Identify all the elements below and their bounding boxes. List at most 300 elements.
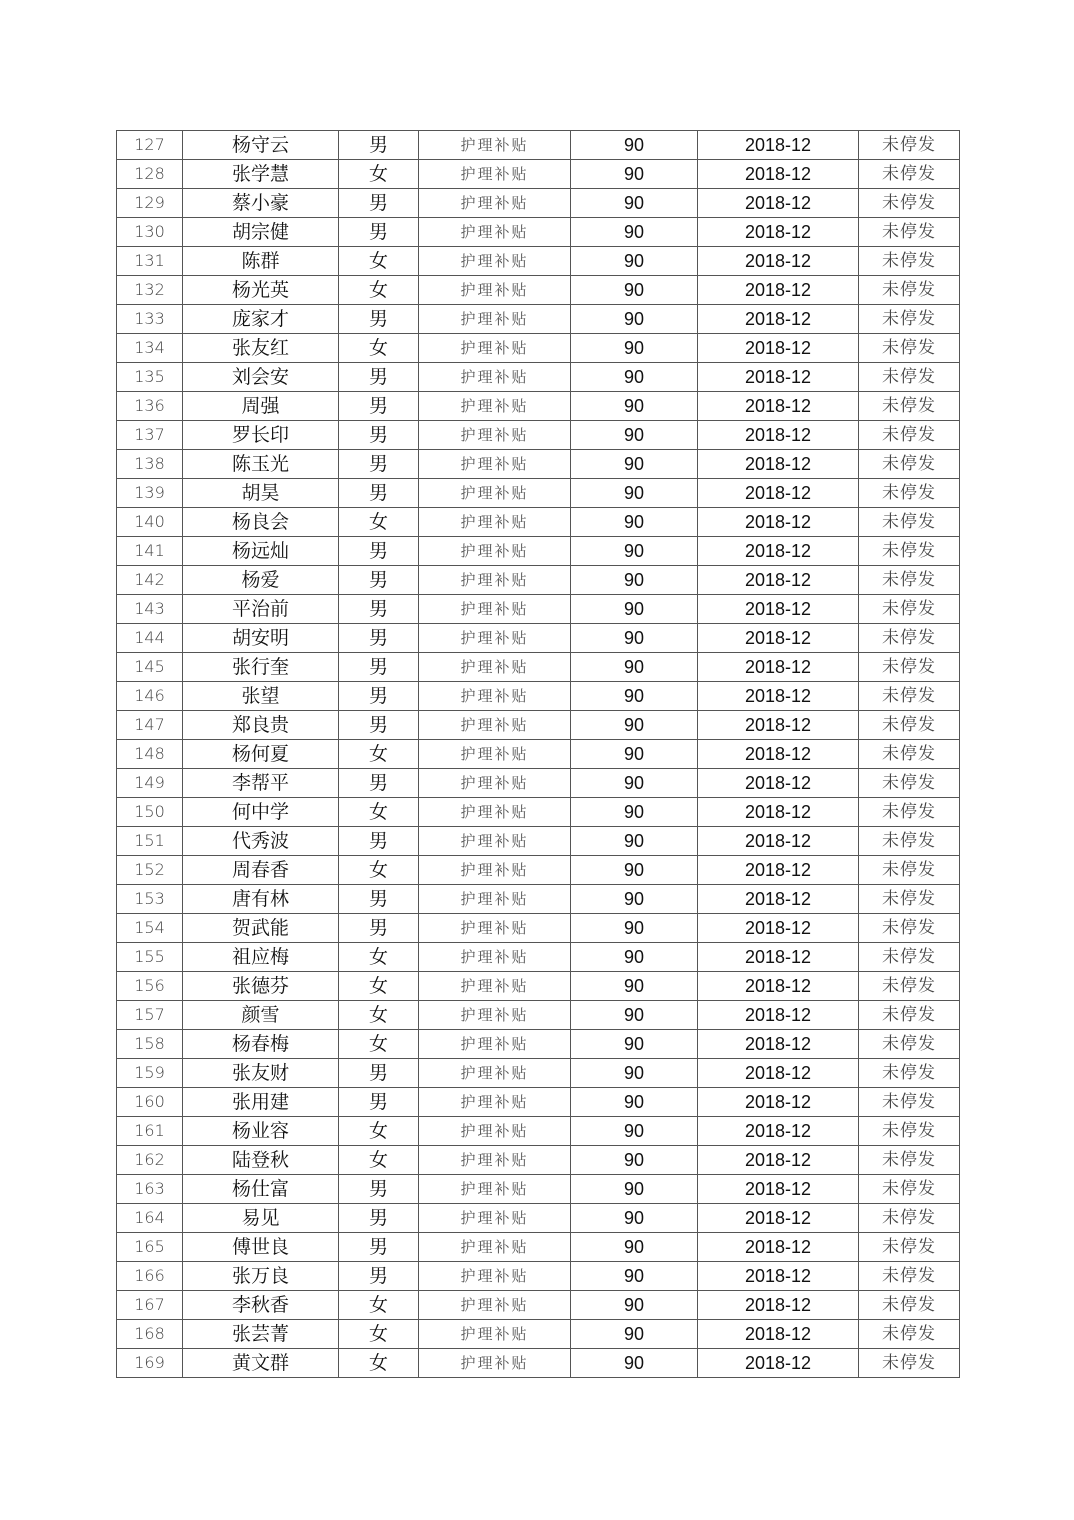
cell-name: 郑良贵 xyxy=(183,711,339,740)
cell-status: 未停发 xyxy=(859,1030,960,1059)
cell-amount: 90 xyxy=(571,131,698,160)
cell-amount: 90 xyxy=(571,1059,698,1088)
table-row xyxy=(117,218,960,247)
table-row xyxy=(117,305,960,334)
cell-number: 154 xyxy=(117,914,183,943)
cell-number: 140 xyxy=(117,508,183,537)
cell-name: 周强 xyxy=(183,392,339,421)
table-row xyxy=(117,1204,960,1233)
cell-status: 未停发 xyxy=(859,189,960,218)
cell-date: 2018-12 xyxy=(698,218,859,247)
cell-name: 蔡小豪 xyxy=(183,189,339,218)
cell-subsidy-type: 护理补贴 xyxy=(419,1088,571,1117)
table-row xyxy=(117,1001,960,1030)
cell-amount: 90 xyxy=(571,1204,698,1233)
cell-subsidy-type: 护理补贴 xyxy=(419,1146,571,1175)
cell-date: 2018-12 xyxy=(698,247,859,276)
cell-status: 未停发 xyxy=(859,595,960,624)
cell-status: 未停发 xyxy=(859,972,960,1001)
cell-status: 未停发 xyxy=(859,392,960,421)
cell-date: 2018-12 xyxy=(698,1117,859,1146)
cell-number: 152 xyxy=(117,856,183,885)
cell-gender: 女 xyxy=(339,508,419,537)
cell-subsidy-type: 护理补贴 xyxy=(419,334,571,363)
cell-date: 2018-12 xyxy=(698,1349,859,1378)
cell-date: 2018-12 xyxy=(698,1001,859,1030)
cell-amount: 90 xyxy=(571,1030,698,1059)
cell-status: 未停发 xyxy=(859,856,960,885)
cell-gender: 女 xyxy=(339,972,419,1001)
cell-status: 未停发 xyxy=(859,653,960,682)
table-row xyxy=(117,1088,960,1117)
cell-number: 169 xyxy=(117,1349,183,1378)
cell-date: 2018-12 xyxy=(698,595,859,624)
cell-name: 杨何夏 xyxy=(183,740,339,769)
cell-status: 未停发 xyxy=(859,247,960,276)
cell-name: 张德芬 xyxy=(183,972,339,1001)
cell-gender: 男 xyxy=(339,769,419,798)
cell-number: 132 xyxy=(117,276,183,305)
cell-gender: 男 xyxy=(339,827,419,856)
cell-status: 未停发 xyxy=(859,1204,960,1233)
cell-number: 151 xyxy=(117,827,183,856)
cell-amount: 90 xyxy=(571,1146,698,1175)
table-row xyxy=(117,1175,960,1204)
cell-date: 2018-12 xyxy=(698,131,859,160)
cell-number: 158 xyxy=(117,1030,183,1059)
cell-gender: 女 xyxy=(339,1291,419,1320)
cell-number: 160 xyxy=(117,1088,183,1117)
cell-subsidy-type: 护理补贴 xyxy=(419,1001,571,1030)
cell-gender: 女 xyxy=(339,1117,419,1146)
table-row xyxy=(117,885,960,914)
cell-name: 陈群 xyxy=(183,247,339,276)
cell-subsidy-type: 护理补贴 xyxy=(419,711,571,740)
cell-status: 未停发 xyxy=(859,508,960,537)
cell-status: 未停发 xyxy=(859,1059,960,1088)
cell-gender: 女 xyxy=(339,943,419,972)
cell-name: 胡宗健 xyxy=(183,218,339,247)
cell-gender: 男 xyxy=(339,1175,419,1204)
cell-name: 代秀波 xyxy=(183,827,339,856)
cell-status: 未停发 xyxy=(859,711,960,740)
cell-date: 2018-12 xyxy=(698,305,859,334)
cell-name: 平治前 xyxy=(183,595,339,624)
cell-date: 2018-12 xyxy=(698,943,859,972)
cell-name: 杨仕富 xyxy=(183,1175,339,1204)
cell-gender: 男 xyxy=(339,131,419,160)
cell-subsidy-type: 护理补贴 xyxy=(419,218,571,247)
cell-number: 139 xyxy=(117,479,183,508)
table-row xyxy=(117,1146,960,1175)
cell-number: 165 xyxy=(117,1233,183,1262)
cell-number: 136 xyxy=(117,392,183,421)
cell-gender: 男 xyxy=(339,885,419,914)
cell-amount: 90 xyxy=(571,624,698,653)
cell-gender: 男 xyxy=(339,189,419,218)
cell-date: 2018-12 xyxy=(698,450,859,479)
cell-name: 黄文群 xyxy=(183,1349,339,1378)
cell-name: 杨良会 xyxy=(183,508,339,537)
cell-amount: 90 xyxy=(571,885,698,914)
cell-status: 未停发 xyxy=(859,943,960,972)
cell-number: 168 xyxy=(117,1320,183,1349)
cell-gender: 男 xyxy=(339,1233,419,1262)
cell-gender: 男 xyxy=(339,595,419,624)
cell-subsidy-type: 护理补贴 xyxy=(419,1262,571,1291)
cell-amount: 90 xyxy=(571,363,698,392)
cell-date: 2018-12 xyxy=(698,334,859,363)
table-row xyxy=(117,1349,960,1378)
cell-date: 2018-12 xyxy=(698,1262,859,1291)
cell-subsidy-type: 护理补贴 xyxy=(419,624,571,653)
cell-status: 未停发 xyxy=(859,740,960,769)
cell-gender: 女 xyxy=(339,334,419,363)
cell-date: 2018-12 xyxy=(698,479,859,508)
cell-amount: 90 xyxy=(571,1001,698,1030)
cell-name: 张望 xyxy=(183,682,339,711)
cell-date: 2018-12 xyxy=(698,508,859,537)
cell-amount: 90 xyxy=(571,450,698,479)
cell-number: 138 xyxy=(117,450,183,479)
table-row xyxy=(117,682,960,711)
table-row xyxy=(117,827,960,856)
cell-date: 2018-12 xyxy=(698,1291,859,1320)
cell-amount: 90 xyxy=(571,1262,698,1291)
cell-amount: 90 xyxy=(571,160,698,189)
table-row xyxy=(117,334,960,363)
cell-amount: 90 xyxy=(571,1117,698,1146)
cell-status: 未停发 xyxy=(859,363,960,392)
cell-name: 张芸菁 xyxy=(183,1320,339,1349)
cell-status: 未停发 xyxy=(859,1088,960,1117)
cell-date: 2018-12 xyxy=(698,1175,859,1204)
cell-gender: 男 xyxy=(339,1059,419,1088)
cell-number: 150 xyxy=(117,798,183,827)
cell-number: 131 xyxy=(117,247,183,276)
cell-name: 傅世良 xyxy=(183,1233,339,1262)
cell-status: 未停发 xyxy=(859,1175,960,1204)
cell-date: 2018-12 xyxy=(698,276,859,305)
table-row xyxy=(117,392,960,421)
cell-gender: 男 xyxy=(339,624,419,653)
cell-date: 2018-12 xyxy=(698,1233,859,1262)
cell-subsidy-type: 护理补贴 xyxy=(419,943,571,972)
cell-name: 贺武能 xyxy=(183,914,339,943)
table-row xyxy=(117,624,960,653)
cell-number: 149 xyxy=(117,769,183,798)
cell-number: 146 xyxy=(117,682,183,711)
cell-status: 未停发 xyxy=(859,682,960,711)
cell-number: 128 xyxy=(117,160,183,189)
cell-gender: 男 xyxy=(339,537,419,566)
cell-subsidy-type: 护理补贴 xyxy=(419,856,571,885)
cell-status: 未停发 xyxy=(859,131,960,160)
cell-status: 未停发 xyxy=(859,798,960,827)
cell-subsidy-type: 护理补贴 xyxy=(419,1117,571,1146)
cell-amount: 90 xyxy=(571,566,698,595)
cell-amount: 90 xyxy=(571,189,698,218)
cell-number: 134 xyxy=(117,334,183,363)
cell-date: 2018-12 xyxy=(698,392,859,421)
cell-amount: 90 xyxy=(571,421,698,450)
cell-name: 杨春梅 xyxy=(183,1030,339,1059)
cell-number: 133 xyxy=(117,305,183,334)
table-row xyxy=(117,798,960,827)
table-row xyxy=(117,479,960,508)
cell-amount: 90 xyxy=(571,334,698,363)
cell-number: 144 xyxy=(117,624,183,653)
table-row xyxy=(117,421,960,450)
cell-number: 166 xyxy=(117,1262,183,1291)
cell-number: 167 xyxy=(117,1291,183,1320)
cell-name: 刘会安 xyxy=(183,363,339,392)
cell-name: 陈玉光 xyxy=(183,450,339,479)
cell-subsidy-type: 护理补贴 xyxy=(419,537,571,566)
cell-date: 2018-12 xyxy=(698,740,859,769)
table-row xyxy=(117,595,960,624)
table-row xyxy=(117,247,960,276)
cell-number: 153 xyxy=(117,885,183,914)
cell-gender: 女 xyxy=(339,1001,419,1030)
cell-subsidy-type: 护理补贴 xyxy=(419,189,571,218)
cell-number: 143 xyxy=(117,595,183,624)
cell-subsidy-type: 护理补贴 xyxy=(419,972,571,1001)
cell-subsidy-type: 护理补贴 xyxy=(419,1030,571,1059)
cell-name: 李帮平 xyxy=(183,769,339,798)
cell-name: 李秋香 xyxy=(183,1291,339,1320)
cell-status: 未停发 xyxy=(859,1291,960,1320)
cell-date: 2018-12 xyxy=(698,682,859,711)
cell-date: 2018-12 xyxy=(698,885,859,914)
cell-gender: 女 xyxy=(339,798,419,827)
cell-number: 155 xyxy=(117,943,183,972)
cell-subsidy-type: 护理补贴 xyxy=(419,769,571,798)
cell-subsidy-type: 护理补贴 xyxy=(419,595,571,624)
cell-amount: 90 xyxy=(571,740,698,769)
table-row xyxy=(117,1320,960,1349)
cell-name: 张友红 xyxy=(183,334,339,363)
cell-gender: 男 xyxy=(339,450,419,479)
cell-date: 2018-12 xyxy=(698,856,859,885)
cell-amount: 90 xyxy=(571,827,698,856)
cell-name: 罗长印 xyxy=(183,421,339,450)
table-row xyxy=(117,160,960,189)
table-row xyxy=(117,1117,960,1146)
cell-subsidy-type: 护理补贴 xyxy=(419,566,571,595)
cell-subsidy-type: 护理补贴 xyxy=(419,363,571,392)
cell-date: 2018-12 xyxy=(698,1030,859,1059)
cell-name: 杨守云 xyxy=(183,131,339,160)
table-row xyxy=(117,711,960,740)
cell-gender: 男 xyxy=(339,711,419,740)
cell-amount: 90 xyxy=(571,943,698,972)
cell-status: 未停发 xyxy=(859,827,960,856)
cell-name: 张友财 xyxy=(183,1059,339,1088)
cell-status: 未停发 xyxy=(859,537,960,566)
table-row xyxy=(117,189,960,218)
cell-subsidy-type: 护理补贴 xyxy=(419,160,571,189)
cell-subsidy-type: 护理补贴 xyxy=(419,276,571,305)
cell-status: 未停发 xyxy=(859,1233,960,1262)
cell-status: 未停发 xyxy=(859,914,960,943)
cell-date: 2018-12 xyxy=(698,914,859,943)
cell-date: 2018-12 xyxy=(698,1088,859,1117)
cell-subsidy-type: 护理补贴 xyxy=(419,914,571,943)
cell-name: 祖应梅 xyxy=(183,943,339,972)
cell-status: 未停发 xyxy=(859,1349,960,1378)
cell-gender: 女 xyxy=(339,276,419,305)
table-row xyxy=(117,740,960,769)
cell-number: 130 xyxy=(117,218,183,247)
cell-gender: 女 xyxy=(339,740,419,769)
cell-number: 129 xyxy=(117,189,183,218)
cell-amount: 90 xyxy=(571,537,698,566)
subsidy-table xyxy=(116,130,960,1378)
cell-status: 未停发 xyxy=(859,1320,960,1349)
cell-subsidy-type: 护理补贴 xyxy=(419,682,571,711)
cell-subsidy-type: 护理补贴 xyxy=(419,508,571,537)
table-row xyxy=(117,131,960,160)
cell-date: 2018-12 xyxy=(698,566,859,595)
cell-number: 164 xyxy=(117,1204,183,1233)
cell-number: 162 xyxy=(117,1146,183,1175)
cell-gender: 男 xyxy=(339,1088,419,1117)
cell-subsidy-type: 护理补贴 xyxy=(419,1059,571,1088)
cell-subsidy-type: 护理补贴 xyxy=(419,885,571,914)
cell-subsidy-type: 护理补贴 xyxy=(419,392,571,421)
cell-subsidy-type: 护理补贴 xyxy=(419,1175,571,1204)
cell-gender: 男 xyxy=(339,914,419,943)
cell-gender: 男 xyxy=(339,1204,419,1233)
table-row xyxy=(117,943,960,972)
table-row xyxy=(117,1291,960,1320)
cell-name: 张学慧 xyxy=(183,160,339,189)
table-row xyxy=(117,276,960,305)
cell-subsidy-type: 护理补贴 xyxy=(419,653,571,682)
cell-subsidy-type: 护理补贴 xyxy=(419,1204,571,1233)
cell-name: 杨爱 xyxy=(183,566,339,595)
cell-subsidy-type: 护理补贴 xyxy=(419,450,571,479)
cell-subsidy-type: 护理补贴 xyxy=(419,1349,571,1378)
cell-amount: 90 xyxy=(571,276,698,305)
table-row xyxy=(117,653,960,682)
cell-amount: 90 xyxy=(571,479,698,508)
cell-name: 张行奎 xyxy=(183,653,339,682)
cell-gender: 男 xyxy=(339,653,419,682)
cell-number: 163 xyxy=(117,1175,183,1204)
cell-status: 未停发 xyxy=(859,334,960,363)
cell-date: 2018-12 xyxy=(698,1146,859,1175)
cell-number: 148 xyxy=(117,740,183,769)
cell-gender: 女 xyxy=(339,1320,419,1349)
cell-name: 胡安明 xyxy=(183,624,339,653)
cell-subsidy-type: 护理补贴 xyxy=(419,479,571,508)
cell-amount: 90 xyxy=(571,392,698,421)
table-row xyxy=(117,1030,960,1059)
cell-gender: 女 xyxy=(339,1349,419,1378)
cell-amount: 90 xyxy=(571,856,698,885)
cell-gender: 女 xyxy=(339,856,419,885)
cell-gender: 女 xyxy=(339,247,419,276)
cell-subsidy-type: 护理补贴 xyxy=(419,1291,571,1320)
cell-amount: 90 xyxy=(571,218,698,247)
cell-date: 2018-12 xyxy=(698,827,859,856)
cell-gender: 女 xyxy=(339,160,419,189)
cell-amount: 90 xyxy=(571,1175,698,1204)
cell-status: 未停发 xyxy=(859,1001,960,1030)
cell-amount: 90 xyxy=(571,1291,698,1320)
cell-amount: 90 xyxy=(571,1320,698,1349)
cell-gender: 男 xyxy=(339,392,419,421)
cell-amount: 90 xyxy=(571,1088,698,1117)
cell-date: 2018-12 xyxy=(698,972,859,1001)
cell-number: 156 xyxy=(117,972,183,1001)
cell-status: 未停发 xyxy=(859,1262,960,1291)
table-row xyxy=(117,450,960,479)
table-row xyxy=(117,508,960,537)
cell-status: 未停发 xyxy=(859,1146,960,1175)
cell-gender: 男 xyxy=(339,363,419,392)
cell-number: 141 xyxy=(117,537,183,566)
cell-gender: 男 xyxy=(339,1262,419,1291)
cell-name: 张用建 xyxy=(183,1088,339,1117)
cell-gender: 男 xyxy=(339,479,419,508)
table-row xyxy=(117,856,960,885)
table-row xyxy=(117,537,960,566)
table-row xyxy=(117,363,960,392)
cell-number: 142 xyxy=(117,566,183,595)
table-row xyxy=(117,1262,960,1291)
table-row xyxy=(117,1059,960,1088)
cell-amount: 90 xyxy=(571,247,698,276)
cell-gender: 男 xyxy=(339,218,419,247)
cell-name: 颜雪 xyxy=(183,1001,339,1030)
cell-status: 未停发 xyxy=(859,479,960,508)
cell-subsidy-type: 护理补贴 xyxy=(419,131,571,160)
cell-name: 张万良 xyxy=(183,1262,339,1291)
cell-date: 2018-12 xyxy=(698,1320,859,1349)
cell-date: 2018-12 xyxy=(698,537,859,566)
cell-name: 易见 xyxy=(183,1204,339,1233)
cell-subsidy-type: 护理补贴 xyxy=(419,1320,571,1349)
cell-status: 未停发 xyxy=(859,566,960,595)
cell-number: 147 xyxy=(117,711,183,740)
cell-name: 周春香 xyxy=(183,856,339,885)
cell-subsidy-type: 护理补贴 xyxy=(419,798,571,827)
cell-number: 145 xyxy=(117,653,183,682)
cell-subsidy-type: 护理补贴 xyxy=(419,827,571,856)
cell-status: 未停发 xyxy=(859,421,960,450)
cell-date: 2018-12 xyxy=(698,798,859,827)
cell-status: 未停发 xyxy=(859,218,960,247)
cell-name: 杨业容 xyxy=(183,1117,339,1146)
cell-date: 2018-12 xyxy=(698,189,859,218)
cell-number: 137 xyxy=(117,421,183,450)
cell-gender: 女 xyxy=(339,1030,419,1059)
cell-number: 161 xyxy=(117,1117,183,1146)
table-row xyxy=(117,972,960,1001)
cell-gender: 男 xyxy=(339,682,419,711)
cell-date: 2018-12 xyxy=(698,653,859,682)
cell-name: 胡昊 xyxy=(183,479,339,508)
cell-subsidy-type: 护理补贴 xyxy=(419,421,571,450)
table-row xyxy=(117,566,960,595)
cell-amount: 90 xyxy=(571,305,698,334)
cell-status: 未停发 xyxy=(859,305,960,334)
cell-amount: 90 xyxy=(571,682,698,711)
cell-subsidy-type: 护理补贴 xyxy=(419,305,571,334)
